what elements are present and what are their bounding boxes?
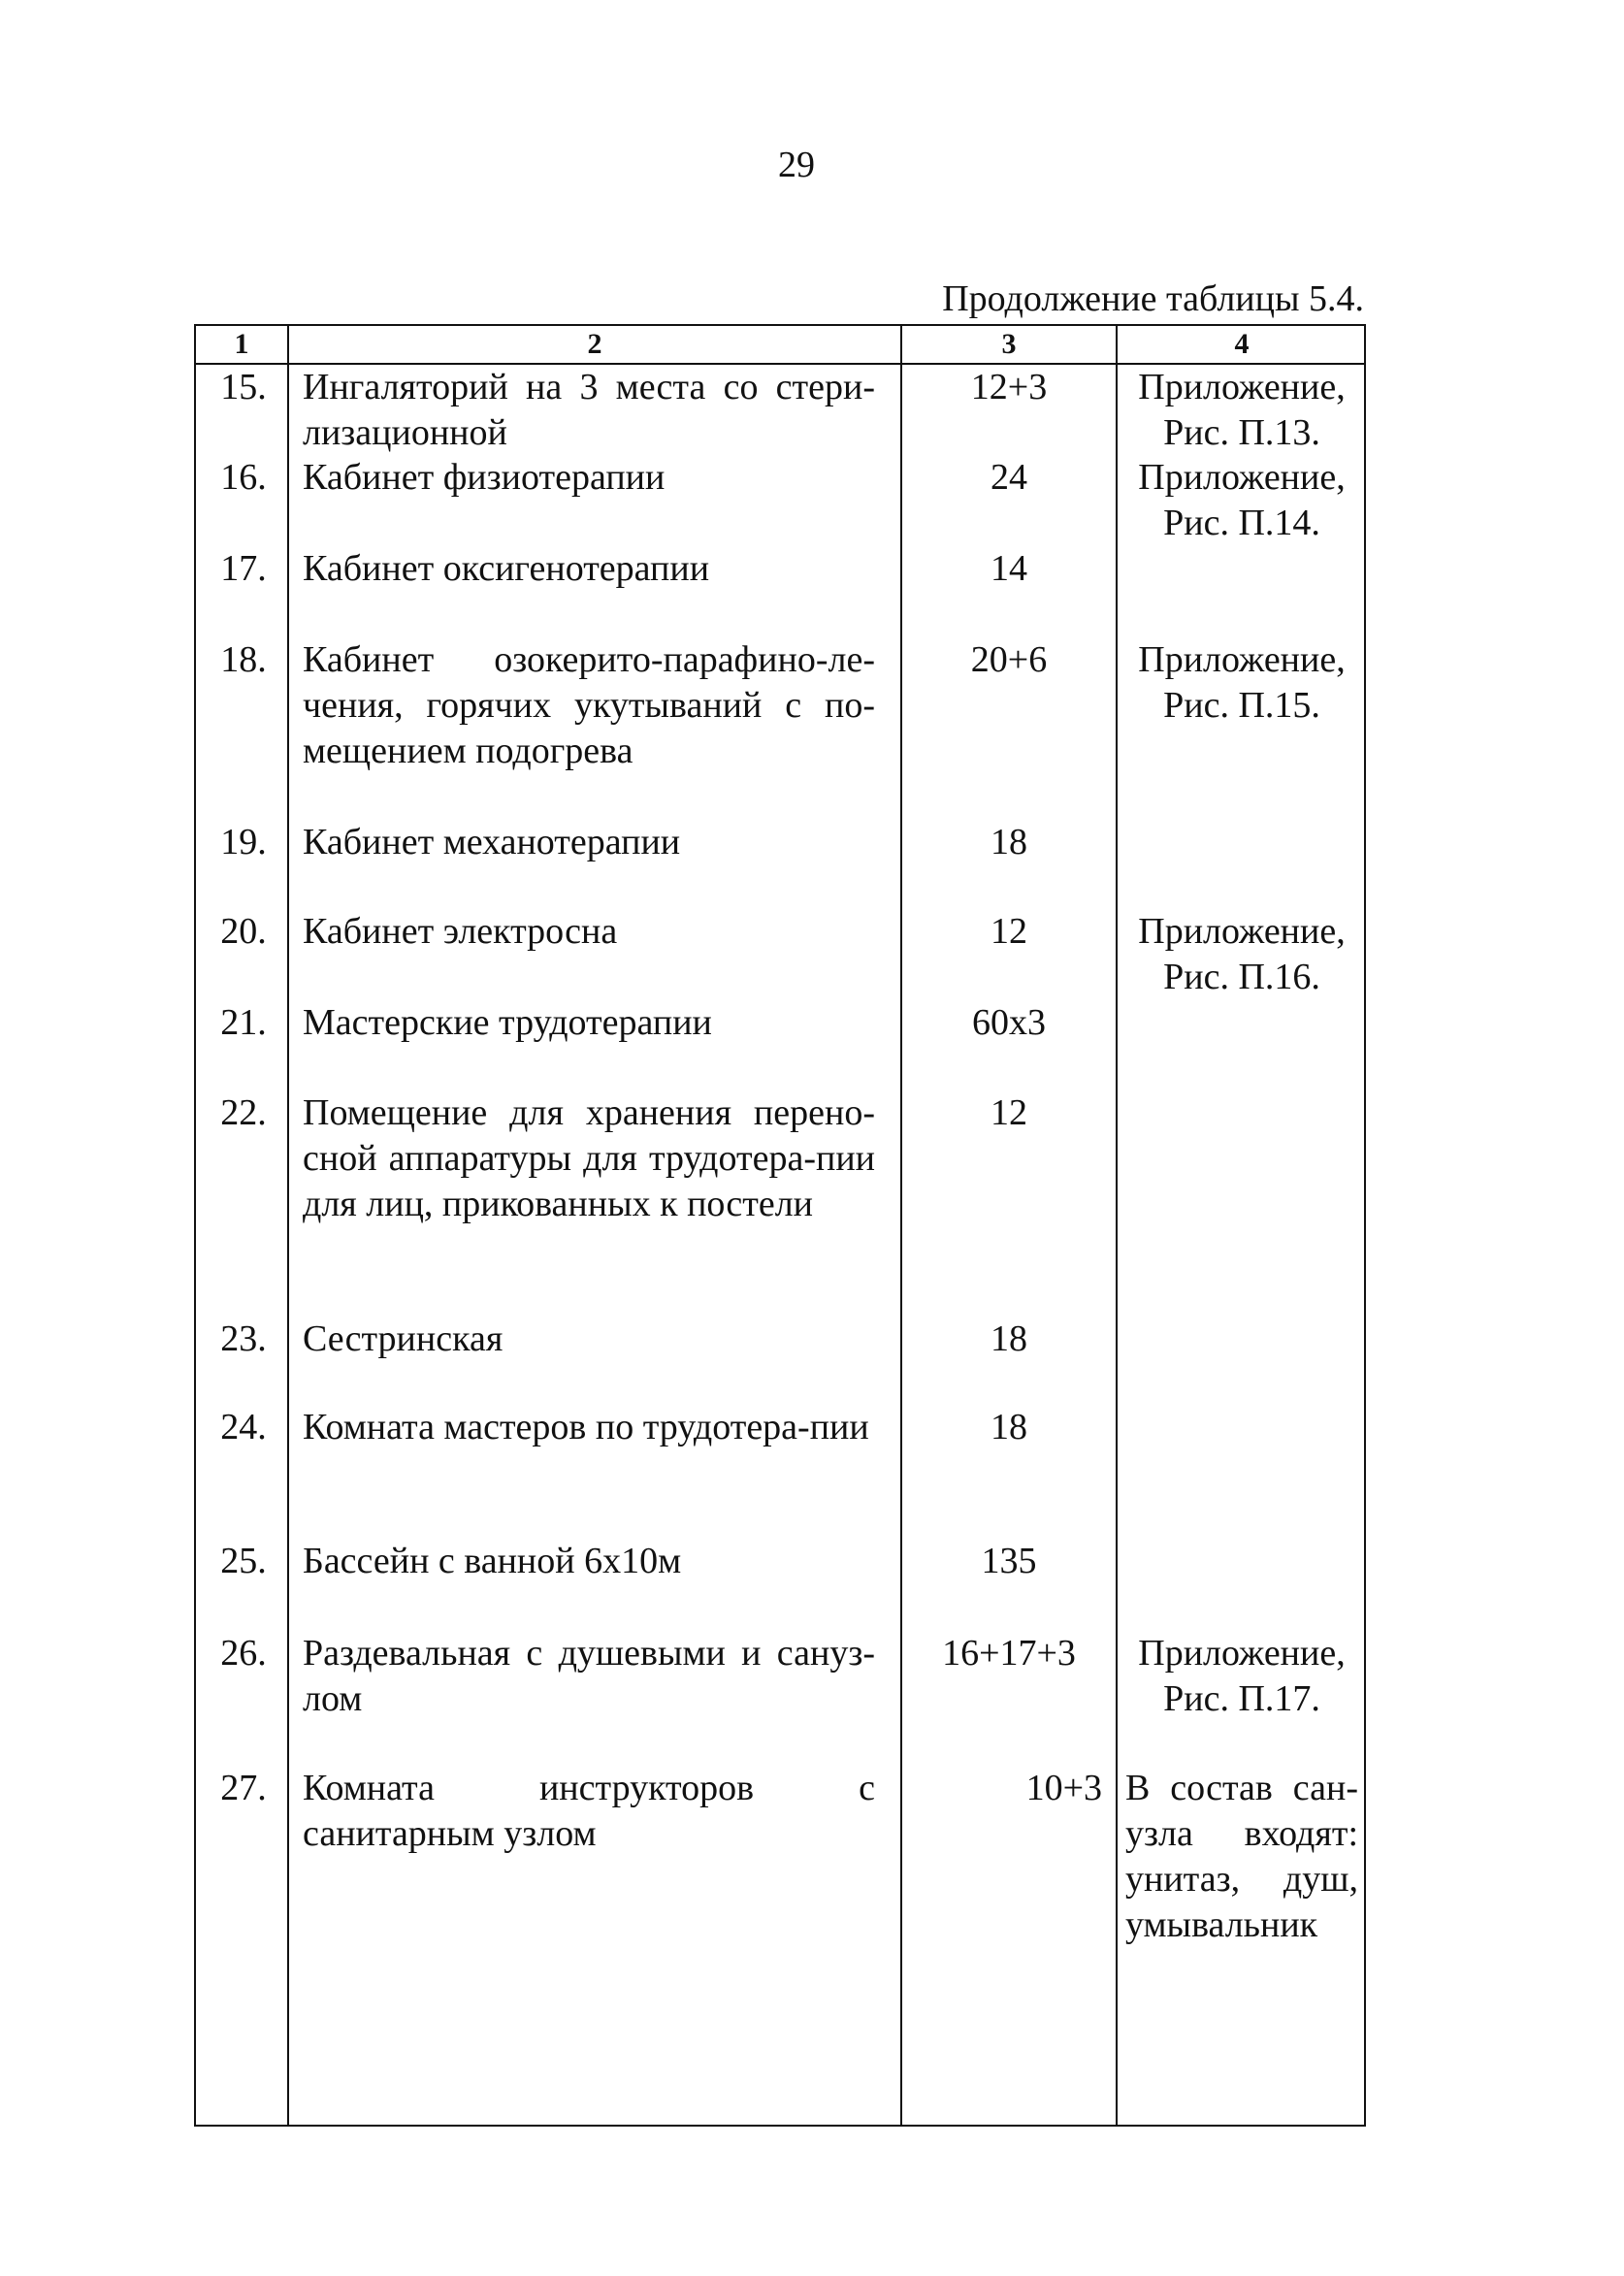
room-area: 12 <box>991 1092 1027 1133</box>
room-note: Приложение, Рис. П.16. <box>1138 911 1346 997</box>
room-name: Кабинет оксигенотерапии <box>303 548 710 589</box>
page-number: 29 <box>778 145 815 185</box>
room-name: Кабинет озокерито-парафино-ле-чения, горячих укутываний с по-мещением подогрева <box>303 639 875 771</box>
column-divider <box>1116 326 1118 2125</box>
room-area: 18 <box>991 1318 1027 1359</box>
row-number: 23. <box>220 1318 267 1359</box>
room-name: Мастерские трудотерапии <box>303 1002 712 1043</box>
room-area: 135 <box>981 1541 1037 1581</box>
row-number: 27. <box>220 1768 267 1808</box>
room-area: 60x3 <box>972 1002 1046 1043</box>
row-number: 22. <box>220 1092 267 1133</box>
column-header-1: 1 <box>234 328 249 360</box>
room-area: 18 <box>991 1407 1027 1447</box>
room-name: Кабинет физиотерапии <box>303 457 666 498</box>
row-number: 24. <box>220 1407 267 1447</box>
room-area: 24 <box>991 457 1027 498</box>
row-number: 17. <box>220 548 267 589</box>
room-name: Кабинет электросна <box>303 911 618 952</box>
column-divider <box>287 326 289 2125</box>
room-name: Помещение для хранения перено-сной аппаратуры для трудотера-пии для лиц, прикованных к постели <box>303 1092 875 1224</box>
room-area: 20+6 <box>970 639 1048 680</box>
row-number: 18. <box>220 639 267 680</box>
row-number: 15. <box>220 367 267 407</box>
room-name: Раздевальная с душевыми и сануз-лом <box>303 1633 875 1719</box>
room-note: Приложение, Рис. П.13. <box>1138 367 1346 453</box>
room-note: Приложение, Рис. П.14. <box>1138 457 1346 543</box>
room-name: Кабинет механотерапии <box>303 822 681 862</box>
row-number: 19. <box>220 822 267 862</box>
row-number: 21. <box>220 1002 267 1043</box>
room-note: Приложение, Рис. П.15. <box>1138 639 1346 726</box>
room-area: 18 <box>991 822 1027 862</box>
row-number: 26. <box>220 1633 267 1674</box>
row-number: 20. <box>220 911 267 952</box>
room-name: Сестринская <box>303 1318 503 1359</box>
room-area: 12 <box>991 911 1027 952</box>
room-name: Комната инструкторов с санитарным узлом <box>303 1768 875 1854</box>
data-table <box>194 324 1366 2127</box>
room-note: В состав сан-узла входят: унитаз, душ, умывальник <box>1125 1768 1358 1945</box>
column-header-4: 4 <box>1234 328 1250 360</box>
room-name: Бассейн с ванной 6x10м <box>303 1541 682 1581</box>
room-name: Ингаляторий на 3 места со стери-лизационной <box>303 367 875 453</box>
room-note: Приложение, Рис. П.17. <box>1138 1633 1346 1719</box>
room-name: Комната мастеров по трудотера-пии <box>303 1407 869 1447</box>
row-number: 16. <box>220 457 267 498</box>
room-area: 14 <box>991 548 1027 589</box>
table-caption: Продолжение таблицы 5.4. <box>942 278 1364 319</box>
room-area: 10+3 <box>1025 1768 1102 1808</box>
column-header-3: 3 <box>1001 328 1017 360</box>
column-header-2: 2 <box>587 328 602 360</box>
row-number: 25. <box>220 1541 267 1581</box>
room-area: 16+17+3 <box>942 1633 1076 1674</box>
column-divider <box>900 326 902 2125</box>
room-area: 12+3 <box>970 367 1048 407</box>
